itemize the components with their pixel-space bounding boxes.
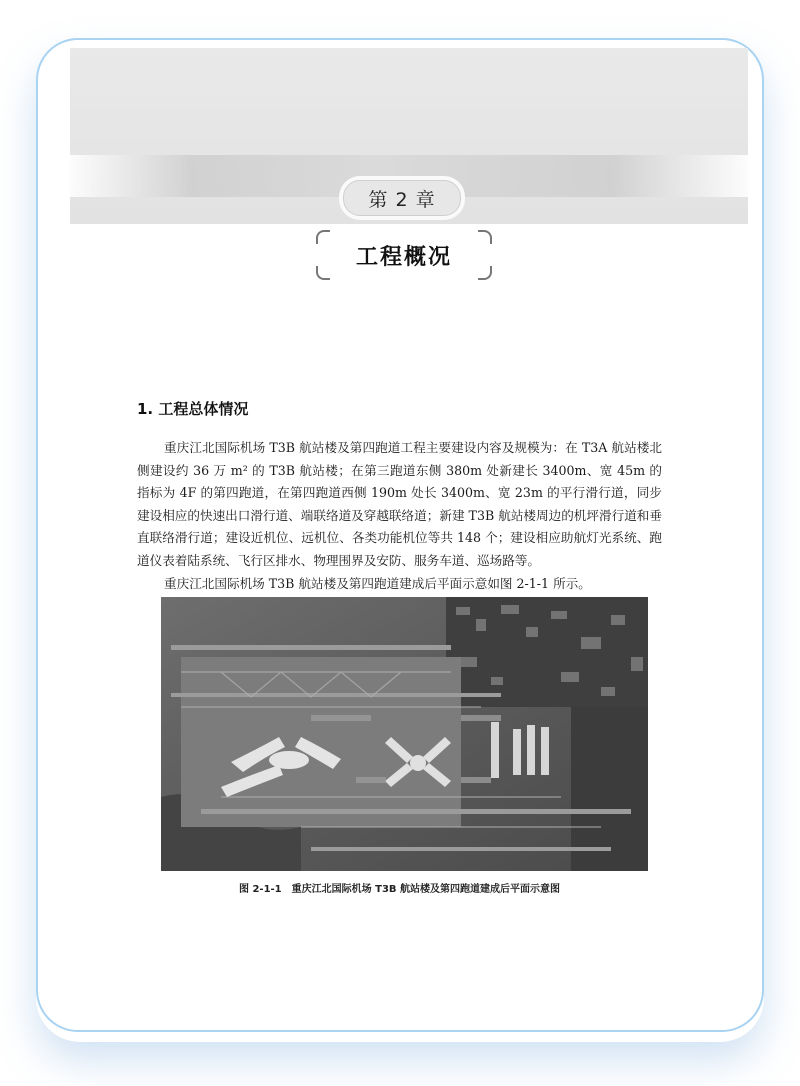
chapter-title: 工程概况: [355, 244, 452, 270]
section-heading: 1. 工程总体情况: [137, 400, 249, 418]
frame-corner-bottom-right: [478, 266, 492, 280]
chapter-title-frame: [316, 230, 492, 280]
paragraph-1: 重庆江北国际机场 T3B 航站楼及第四跑道工程主要建设内容及规模为：在 T3A 航站楼北侧建设约 36 万 m² 的 T3B 航站楼；在第三跑道东侧 380m 处新建长 3400m、宽 45m 的指标为 4F 的第四跑道，在第四跑道西侧 190m 处长 3400m、宽 23m 的平行滑行道，同步建设相应的快速出口滑行道、端联络道及穿越联络道；新建 T3B 航站楼周边的机坪滑行道和垂直联络滑行道；建设近机位、远机位、各类功能机位等共 148 个；建设相应助航灯光系统、跑道仪表着陆系统、飞行区排水、物理围界及安防、服务车道、巡场路等。: [137, 440, 662, 568]
chapter-number-badge: 第 2 章: [343, 180, 461, 216]
frame-corner-bottom-left: [316, 266, 330, 280]
frame-corner-top-right: [478, 230, 492, 244]
figure-caption: 图 2-1-1 重庆江北国际机场 T3B 航站楼及第四跑道建成后平面示意图: [238, 884, 561, 895]
frame-corner-top-left: [316, 230, 330, 244]
paragraph-2: 重庆江北国际机场 T3B 航站楼及第四跑道建成后平面示意如图 2-1-1 所示。: [164, 575, 591, 591]
airport-aerial-photo: [161, 597, 648, 871]
aerial-photo-illustration: [161, 597, 648, 871]
body-text: [137, 437, 662, 595]
